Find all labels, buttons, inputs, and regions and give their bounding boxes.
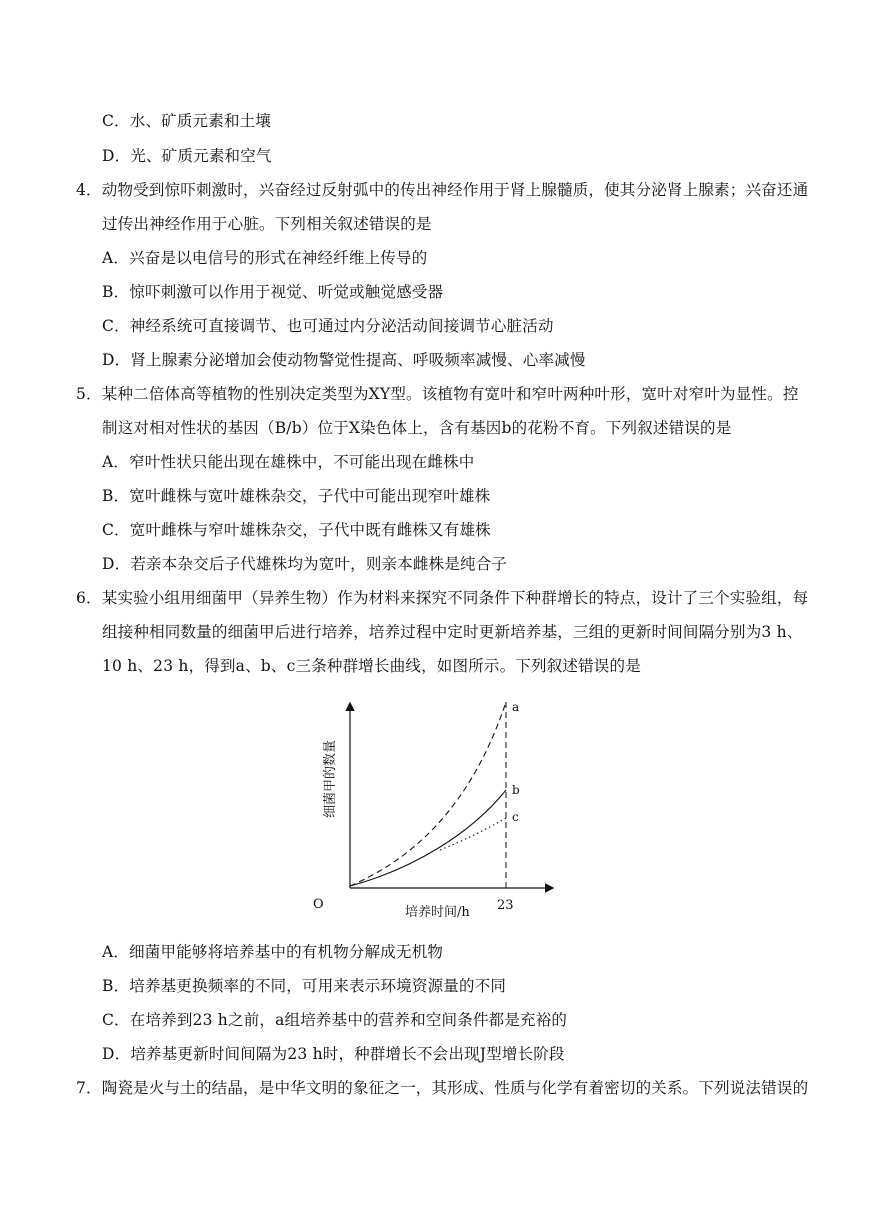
curve-b: [350, 790, 506, 886]
x-axis-label: 培养时间/h: [405, 905, 470, 920]
q4-stem-line1: 4．动物受到惊吓刺激时，兴奋经过反射弧中的传出神经作用于肾上腺髓质，使其分泌肾上腺素；兴奋还通: [76, 181, 809, 199]
q4-option-b: B．惊吓刺激可以作用于视觉、听觉或触觉感受器: [102, 283, 444, 301]
q3-option-d: D．光、矿质元素和空气: [102, 147, 272, 165]
q4-option-d: D．肾上腺素分泌增加会使动物警觉性提高、呼吸频率减慢、心率减慢: [102, 351, 586, 369]
q6-stem-line2: 组接种相同数量的细菌甲后进行培养，培养过程中定时更新培养基，三组的更新时间间隔分别为3 h、: [102, 623, 803, 641]
q4-option-c: C．神经系统可直接调节、也可通过内分泌活动间接调节心脏活动: [102, 317, 554, 335]
x-tick-23: 23: [497, 898, 514, 913]
population-growth-chart: [300, 690, 570, 930]
series-label-b: b: [512, 783, 520, 797]
q6-option-b: B．培养基更换频率的不同，可用来表示环境资源量的不同: [102, 977, 507, 995]
curve-a: [350, 702, 506, 886]
series-label-c: c: [512, 810, 519, 824]
q5-option-c: C．宽叶雌株与窄叶雄株杂交，子代中既有雌株又有雄株: [102, 521, 491, 539]
y-axis-label: 细菌甲的数量: [323, 739, 338, 818]
q6-option-a: A．细菌甲能够将培养基中的有机物分解成无机物: [102, 943, 444, 961]
q6-stem-line3: 10 h、23 h，得到a、b、c三条种群增长曲线，如图所示。下列叙述错误的是: [102, 657, 641, 675]
q6-option-d: D．培养基更新时间间隔为23 h时，种群增长不会出现J型增长阶段: [102, 1045, 565, 1063]
q4-option-a: A．兴奋是以电信号的形式在神经纤维上传导的: [102, 249, 428, 267]
q3-option-c: C．水、矿质元素和土壤: [102, 112, 272, 130]
q7-stem-line1: 7．陶瓷是火与土的结晶，是中华文明的象征之一，其形成、性质与化学有着密切的关系。下列说法错误的: [76, 1079, 809, 1097]
q6-option-c: C．在培养到23 h之前，a组培养基中的营养和空间条件都是充裕的: [102, 1011, 568, 1029]
q5-stem-line1: 5．某种二倍体高等植物的性别决定类型为XY型。该植物有宽叶和窄叶两种叶形，宽叶对窄叶为显性。控: [76, 385, 799, 403]
origin-label: O: [313, 897, 324, 912]
q5-stem-line2: 制这对相对性状的基因（B/b）位于X染色体上，含有基因b的花粉不育。下列叙述错误的是: [102, 419, 732, 437]
q6-stem-line1: 6．某实验小组用细菌甲（异养生物）作为材料来探究不同条件下种群增长的特点，设计了三个实验组，每: [76, 589, 809, 607]
q5-option-a: A．窄叶性状只能出现在雄株中，不可能出现在雌株中: [102, 453, 475, 471]
q5-option-b: B．宽叶雌株与宽叶雄株杂交，子代中可能出现窄叶雄株: [102, 487, 491, 505]
q4-stem-line2: 过传出神经作用于心脏。下列相关叙述错误的是: [102, 215, 432, 233]
series-label-a: a: [512, 700, 520, 714]
q5-option-d: D．若亲本杂交后子代雄株均为宽叶，则亲本雌株是纯合子: [102, 555, 508, 573]
